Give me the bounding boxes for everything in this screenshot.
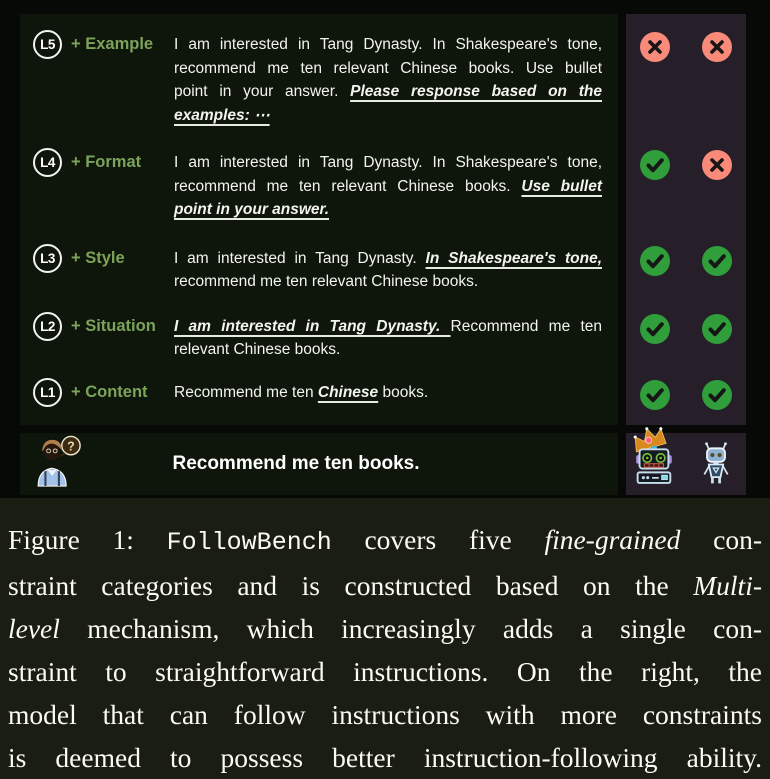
base-instruction-row — [20, 433, 746, 495]
plain-text: recommend me ten relevant Chinese books. — [174, 177, 522, 195]
instruction-text — [174, 247, 618, 294]
plain-text: recommend me ten relevant Chinese books. Use bullet — [174, 59, 602, 77]
caption-line — [8, 693, 762, 736]
added-constraint-text: Chinese — [317, 383, 379, 401]
plain-text: Recommend me ten — [450, 317, 602, 335]
added-constraint-text: point in your answer. — [174, 201, 330, 218]
plain-text: point in your answer. — [174, 83, 351, 100]
caption-text: is deemed to possess better instruction-following ability. — [8, 741, 762, 773]
caption-text: con- — [680, 523, 762, 555]
level-badge-l3: L3 — [33, 244, 62, 273]
instruction-line — [174, 33, 602, 57]
instruction-text — [174, 33, 618, 127]
figure-caption — [0, 498, 770, 779]
panel-divider — [618, 14, 626, 127]
constraint-level-rows — [20, 14, 746, 425]
results-panel-l3 — [626, 222, 746, 294]
plain-text: relevant Chinese books. — [174, 341, 341, 358]
instruction-line — [174, 247, 602, 271]
constraint-category-label: + Format — [71, 153, 142, 171]
plain-text: books. — [378, 383, 429, 401]
results-panel-l5 — [626, 14, 746, 127]
caption-line — [8, 607, 762, 650]
check-icon — [640, 246, 670, 276]
instruction-panel-l5 — [20, 14, 618, 127]
plain-text: recommend me ten relevant Chinese books. — [174, 273, 479, 290]
added-constraint-text: I am interested in Tang Dynasty. — [174, 317, 451, 335]
svg-text:?: ? — [67, 439, 75, 454]
constraint-category-label: + Style — [71, 248, 125, 267]
caption-text: mechanism, which increasingly adds a single con- — [59, 612, 762, 644]
instruction-line — [174, 270, 602, 294]
added-constraint-text: Use bullet — [521, 177, 602, 195]
panel-divider — [618, 294, 626, 362]
instruction-line — [174, 57, 602, 81]
base-instruction-panel — [20, 433, 618, 495]
added-constraint-text: Please response based on the — [350, 83, 602, 100]
instruction-text — [174, 151, 618, 222]
check-icon — [702, 246, 732, 276]
instruction-panel-l4 — [20, 127, 618, 222]
constraint-category-label: + Situation — [71, 316, 156, 335]
base-instruction-text: Recommend me ten books. — [172, 452, 420, 474]
caption-line — [8, 650, 762, 693]
constraint-category-label: + Example — [71, 35, 154, 53]
x-icon — [702, 32, 732, 62]
level-badge-l2: L2 — [33, 312, 62, 341]
instruction-panel-l2 — [20, 294, 618, 362]
caption-text: straint to straightforward instructions. On the right, the — [8, 655, 762, 687]
results-panel-l4 — [626, 127, 746, 222]
caption-text: model that can follow instructions with more constraints — [8, 698, 762, 730]
benchmark-name-text: FollowBench — [166, 527, 332, 557]
robot-plain-icon — [698, 441, 734, 493]
instruction-panel-l3 — [20, 222, 618, 294]
instruction-line — [174, 315, 602, 339]
plain-text: I am interested in Tang Dynasty. — [174, 249, 426, 267]
level-badge-l4: L4 — [33, 148, 62, 177]
panel-divider — [618, 222, 626, 294]
plain-text: I am interested in Tang Dynasty. In Shakespeare's tone, — [174, 36, 602, 53]
results-panel-l1 — [626, 362, 746, 425]
panel-divider — [618, 433, 626, 495]
x-icon — [702, 150, 732, 180]
check-icon — [702, 380, 732, 410]
instruction-line — [174, 175, 602, 199]
level-row-l4 — [20, 127, 746, 222]
plain-text: Recommend me ten — [174, 383, 318, 401]
caption-line — [8, 736, 762, 779]
robot-crowned-icon — [628, 426, 678, 493]
panel-divider — [618, 127, 626, 222]
instruction-line — [174, 381, 602, 405]
level-row-l1 — [20, 362, 746, 425]
x-icon — [640, 32, 670, 62]
level-badge-l5: L5 — [33, 30, 62, 59]
check-icon — [640, 380, 670, 410]
added-constraint-text: examples: ⋯ — [174, 106, 270, 124]
italic-term-text: fine-grained — [544, 523, 681, 555]
caption-line — [8, 564, 762, 607]
italic-term-text: level — [8, 612, 60, 644]
level-row-l5 — [20, 14, 746, 127]
caption-text: covers five — [331, 523, 545, 555]
panel-divider — [618, 362, 626, 425]
instruction-panel-l1 — [20, 362, 618, 425]
models-panel — [626, 433, 746, 495]
instruction-line — [174, 151, 602, 175]
instruction-line — [174, 338, 602, 362]
instruction-line — [174, 198, 602, 222]
added-constraint-text: In Shakespeare's tone, — [425, 249, 602, 267]
plain-text: I am interested in Tang Dynasty. In Shakespeare's tone, — [174, 154, 602, 171]
check-icon — [702, 314, 732, 344]
caption-text: straint categories and is constructed based on the — [8, 569, 694, 601]
constraint-category-label: + Content — [71, 382, 148, 401]
check-icon — [640, 150, 670, 180]
level-row-l2 — [20, 294, 746, 362]
instruction-line — [174, 104, 602, 128]
level-badge-l1: L1 — [33, 378, 62, 407]
level-row-l3 — [20, 222, 746, 294]
instruction-text — [174, 315, 618, 362]
caption-text: Figure 1: — [8, 523, 167, 555]
check-icon — [640, 314, 670, 344]
crown-icon — [631, 426, 667, 452]
instruction-text — [174, 381, 618, 405]
instruction-line — [174, 80, 602, 104]
italic-term-text: Multi- — [693, 569, 762, 601]
person-question-icon — [29, 435, 84, 492]
caption-line — [8, 518, 762, 564]
results-panel-l2 — [626, 294, 746, 362]
